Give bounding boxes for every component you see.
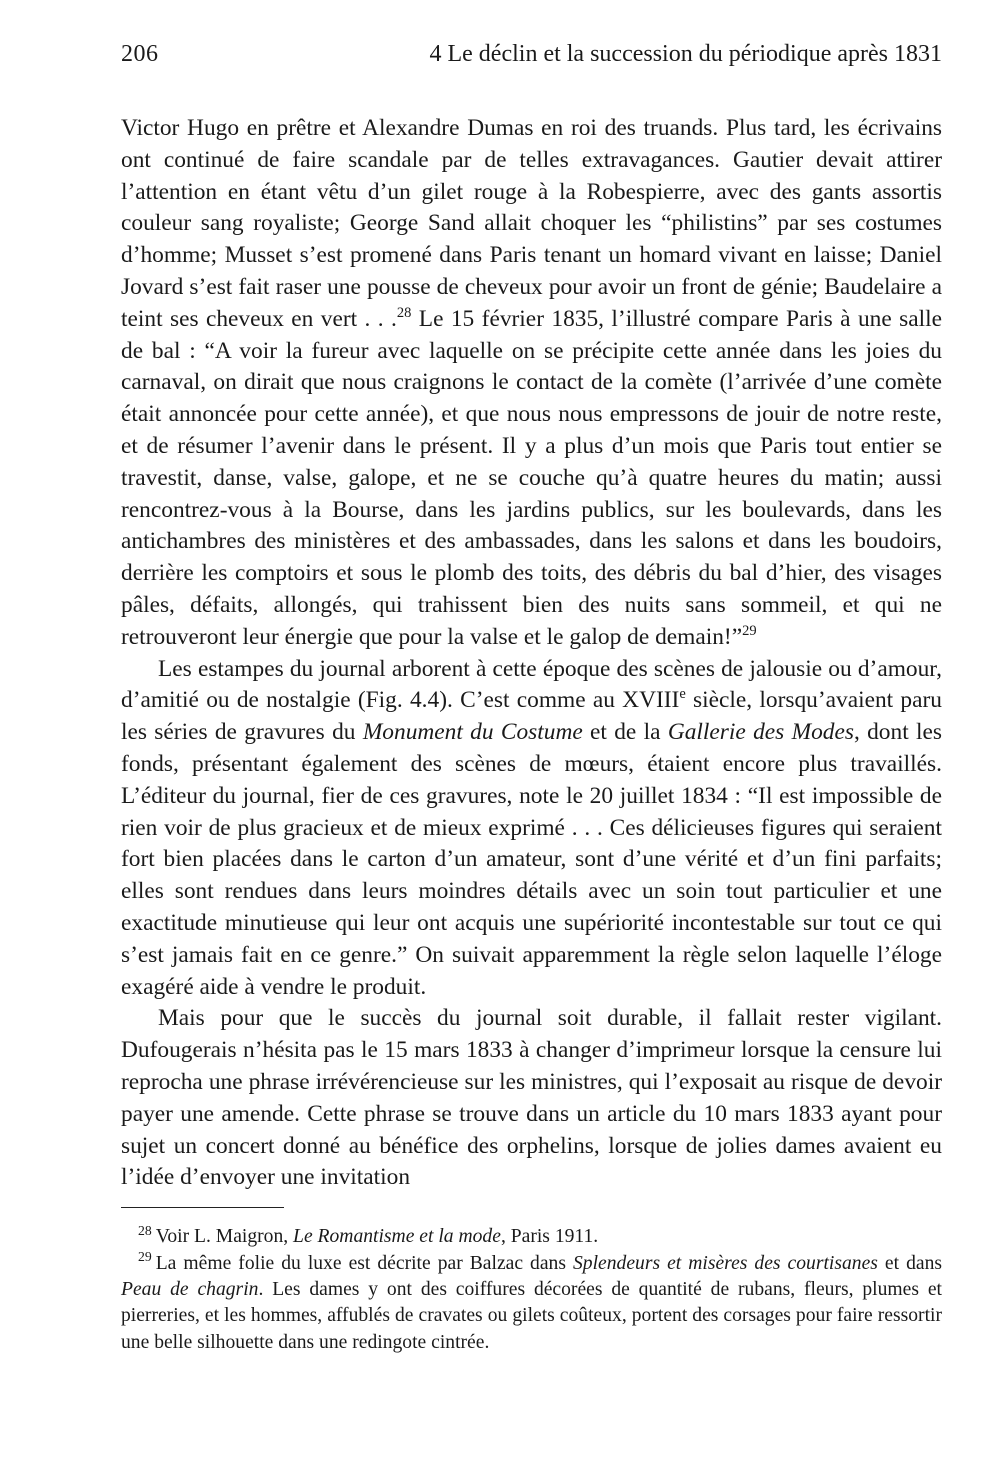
paragraph-3-text: Mais pour que le succès du journal soit durable, il fallait rester vigilant. Dufougerais n’hésita pas le 15 mars 1833 à changer d’imprimeur lorsque la censure lui reprocha une phrase irrévérencieuse sur les ministres, qui l’exposait au risque de devoir payer une amende. Cette phrase se trouve dans un article du 10 mars 1833 ayant pour sujet un concert donné au bénéfice des orphelins, lorsque de jolies dames avaient eu l’idée d’envoyer une invitation	[121, 1005, 942, 1191]
century-superscript: e	[679, 686, 686, 703]
footnote-29-text-c: . Les dames y ont des coiffures décorées de quantité de rubans, fleurs, plumes et pierreries, et les hommes, affublés de cravates ou gilets coûteux, portent des corsages pour faire ressortir une belle silhouette dans une redingote cintrée.	[121, 1278, 942, 1353]
footnote-28-text-a: Voir L. Maigron,	[155, 1226, 294, 1248]
paragraph-1-text-a: Victor Hugo en prêtre et Alexandre Dumas en roi des truands. Plus tard, les écrivains ont continué de faire scandale par de telles extravagances. Gautier devait attirer l’attention en étant vêtu d’un gilet rouge à la Robespierre, avec des gants assortis couleur sang royaliste; George Sand allait choquer les “philistins” par ses costumes d’homme; Musset s’est promené dans Paris tenant un homard vivant en laisse; Daniel Jovard s’est fait raser une pousse de cheveux pour avoir un front de génie; Baudelaire a teint ses cheveux en vert . . .	[121, 115, 942, 332]
footnote-number-28: 28	[138, 1222, 152, 1238]
book-page	[121, 38, 942, 1356]
paragraph-1-text-b: Le 15 février 1835, l’illustré compare Paris à une salle de bal : “A voir la fureur avec laquelle on se précipite cette année dans les joies du carnaval, on dirait que nous craignons le contact de la comète (l’arrivée d’une comète était annoncée pour cette année), et que nous nous empressons de jouir de notre reste, et de résumer l’avenir dans le présent. Il y a plus d’un mois que Paris tout entier se travestit, danse, valse, galope, et ne se couche qu’à quatre heures du matin; aussi rencontrez-vous à la Bourse, dans les jardins publics, sur les boulevards, dans les antichambres des ministères et des ambassades, dans les salons et dans les boudoirs, derrière les comptoirs et sous le plomb des toits, des débris du bal d’hier, des visages pâles, défaits, allongés, qui trahissent bien des nuits sans sommeil, et qui ne retrouveront leur énergie que pour la valse et le galop de demain!”	[121, 305, 942, 650]
paragraph-2-text-b: siècle, lorsqu’avaient paru les séries de gravures du	[121, 687, 942, 746]
title-le-romantisme-et-la-mode: Le Romantisme et la mode	[293, 1226, 501, 1248]
footnote-29	[121, 1248, 943, 1357]
paragraph-2	[121, 654, 942, 1004]
footnote-ref-29[interactable]: 29	[742, 622, 757, 639]
footnote-28-text-b: , Paris 1911.	[500, 1226, 599, 1248]
running-head	[121, 38, 942, 70]
title-peau-de-chagrin: Peau de chagrin	[121, 1278, 259, 1300]
paragraph-3	[121, 1003, 942, 1194]
paragraph-2-text-d: , dont les fonds, présentant également des scènes de mœurs, étaient encore plus travaillés. L’éditeur du journal, fier de ces gravures, note le 20 juillet 1834 : “Il est impossible de rien voir de plus gracieux et de mieux exprimé . . . Ces délicieuses figures qui seraient fort bien placées dans le carton d’un amateur, sont d’une vérité et d’un fini parfaits; elles sont rendues dans leurs moindres détails avec un soin tout particulier et une exactitude minutieuse qui leur ont acquis une supériorité incontestable sur tout ce qui s’est jamais fait en ce genre.” On suivait apparemment la règle selon laquelle l’éloge exagéré aide à vendre le produit.	[121, 719, 942, 1000]
running-title: 4 Le déclin et la succession du périodique après 1831	[429, 41, 942, 67]
paragraph-2-text-a: Les estampes du journal arborent à cette époque des scènes de jalousie ou d’amour, d’amitié ou de nostalgie (Fig. 4.4). C’est comme au XVIII	[121, 655, 942, 714]
footnote-number-29: 29	[138, 1248, 152, 1264]
title-splendeurs-et-miseres: Splendeurs et misères des courtisanes	[573, 1252, 878, 1274]
page-number: 206	[121, 41, 159, 67]
title-gallerie-des-modes: Gallerie des Modes	[667, 719, 854, 746]
footnote-29-text-a: La même folie du luxe est décrite par Balzac dans	[155, 1252, 573, 1274]
footnote-29-text-b: et dans	[877, 1252, 943, 1274]
paragraph-2-text-c: et de la	[582, 719, 668, 746]
footnote-28	[121, 1224, 942, 1250]
paragraph-1	[121, 113, 942, 654]
footnotes	[121, 1224, 942, 1356]
title-monument-du-costume: Monument du Costume	[362, 719, 583, 746]
footnote-ref-28[interactable]: 28	[396, 304, 412, 321]
body-text	[121, 113, 942, 1194]
footnote-separator	[121, 1207, 284, 1208]
